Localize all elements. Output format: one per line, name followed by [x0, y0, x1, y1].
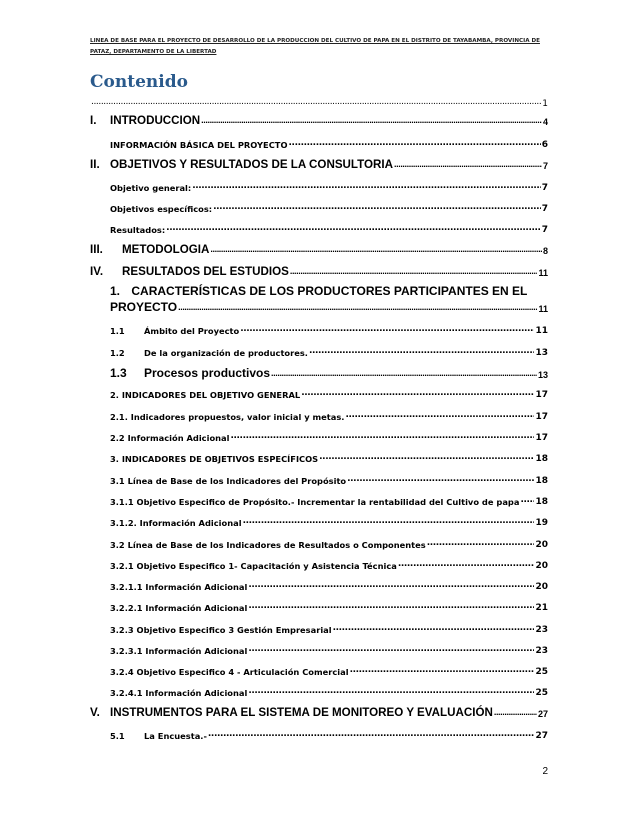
toc-entry-informacion-adicional-3-1-2[interactable]	[110, 517, 548, 528]
toc-entry-page: 19	[535, 518, 548, 528]
toc-entry-page: 4	[542, 117, 548, 127]
toc-entry-number: V.	[90, 706, 100, 719]
toc-entry-page: 11	[538, 304, 548, 314]
toc-entry-label: INFORMACIÓN BÁSICA DEL PROYECTO	[110, 140, 288, 150]
toc-entry-label: 2.1. Indicadores propuestos, valor inicial y metas.	[110, 412, 345, 422]
toc-entry-label: Objetivo general:	[110, 183, 192, 193]
toc-entry-label: 3.2.1 Objetivo Especifico 1- Capacitación y Asistencia Técnica	[110, 561, 397, 571]
toc-leader-dots	[248, 687, 534, 696]
toc-entry-number: 1.	[110, 284, 121, 298]
toc-leader-dots	[231, 432, 535, 441]
toc-entry-number: 1.2	[110, 348, 125, 358]
toc-entry-caracteristicas-line2[interactable]	[110, 300, 548, 314]
toc-entry-label: 3.2.3.1 Información Adicional	[110, 646, 248, 656]
toc-entry-linea-base-resultados[interactable]	[110, 539, 548, 550]
toc-entry-page: 20	[535, 582, 548, 592]
toc-leader-dots	[309, 347, 535, 356]
toc-leader-dots	[301, 389, 534, 398]
toc-leader-dots	[208, 730, 535, 739]
toc-entry-introduccion[interactable]	[90, 114, 548, 127]
toc-entry-page: 21	[535, 603, 548, 613]
toc-leader-dots	[398, 560, 535, 569]
toc-entry-page: 18	[535, 497, 548, 507]
toc-leader-dots	[319, 453, 534, 462]
toc-leader-dots	[210, 245, 542, 254]
toc-leader-dots	[248, 645, 534, 654]
toc-entry-page: 7	[541, 225, 548, 235]
toc-entry-label: 3.2.2.1 Información Adicional	[110, 603, 248, 613]
toc-leader-dots	[213, 203, 541, 212]
toc-entry-label: De la organización de productores.	[144, 348, 308, 358]
running-header: LINEA DE BASE PARA EL PROYECTO DE DESARROLLO DE LA PRODUCCION DEL CULTIVO DE PAPA EN EL DISTRITO DE TAYABAMBA, PROVINCIA DE PATAZ, DEPARTAMENTO DE LA LIBERTAD	[90, 38, 540, 55]
toc-entry-label: La Encuesta.-	[144, 731, 207, 741]
toc-entry-label: OBJETIVOS Y RESULTADOS DE LA CONSULTORIA	[110, 158, 394, 171]
toc-entry-page: 13	[535, 348, 548, 358]
toc-entry-page: 11	[535, 326, 548, 336]
toc-entry-label: 2.2 Información Adicional	[110, 433, 230, 443]
toc-entry-page: 17	[535, 390, 548, 400]
toc-entry-label: 3. INDICADORES DE OBJETIVOS ESPECÍFICOS	[110, 454, 319, 464]
toc-leader-dots	[350, 666, 535, 675]
toc-entry-page: 23	[535, 625, 548, 635]
toc-entry-label: 3.2.1.1 Información Adicional	[110, 582, 248, 592]
toc-leader-dots	[289, 139, 541, 148]
toc-entry-objetivo-4[interactable]	[110, 666, 548, 677]
toc-entry-resultados-estudios[interactable]	[90, 265, 548, 278]
toc-entry-page: 27	[537, 709, 548, 719]
toc-entry-page: 7	[542, 161, 548, 171]
toc-entry-organizacion[interactable]	[110, 347, 548, 358]
toc-entry-label: Ámbito del Proyecto	[144, 326, 240, 336]
toc-title: Contenido	[90, 72, 188, 92]
toc-entry-informacion-adicional-2-2[interactable]	[110, 432, 548, 443]
toc-leader-dots	[91, 98, 541, 107]
toc-entry-number: IV.	[90, 265, 104, 278]
toc-entry-objetivo-3[interactable]	[110, 624, 548, 635]
toc-entry-resultados[interactable]	[110, 224, 548, 235]
toc-entry-informacion-adicional-3-2-2-1[interactable]	[110, 602, 548, 613]
toc-leader-dots	[427, 539, 535, 548]
toc-entry-number: 1.3	[110, 366, 127, 380]
toc-entry-label: 3.1.2. Información Adicional	[110, 518, 242, 528]
toc-entry-page: 18	[535, 476, 548, 486]
toc-leader-dots	[192, 182, 541, 191]
toc-entry-label: Procesos productivos	[144, 366, 271, 380]
toc-entry-metodologia[interactable]	[90, 243, 548, 256]
toc-entry-page: 23	[535, 646, 548, 656]
toc-leader-dots	[520, 496, 534, 505]
toc-entry-informacion-adicional-3-2-3-1[interactable]	[110, 645, 548, 656]
toc-leader-dots	[201, 116, 542, 125]
toc-leader-dots	[494, 708, 537, 717]
toc-leader-dots	[178, 303, 537, 312]
toc-entry-page: 18	[535, 454, 548, 464]
toc-entry-number: II.	[90, 158, 100, 171]
toc-entry-page: 13	[537, 370, 548, 380]
toc-leader-dots	[243, 517, 535, 526]
toc-entry-label: CARACTERÍSTICAS DE LOS PRODUCTORES PARTICIPANTES EN EL	[131, 284, 528, 298]
toc-entry-page: 7	[541, 183, 548, 193]
toc-entry-page: 20	[535, 561, 548, 571]
toc-entry-ambito[interactable]	[110, 325, 548, 336]
toc-entry-page: 8	[542, 246, 548, 256]
toc-entry-label: 3.2 Línea de Base de los Indicadores de Resultados o Componentes	[110, 540, 426, 550]
toc-leader-dots	[345, 411, 534, 420]
page-number: 2	[542, 766, 548, 777]
toc-leader-dots	[271, 369, 537, 378]
toc-entry-label: 2. INDICADORES DEL OBJETIVO GENERAL	[110, 390, 301, 400]
toc-entry-instrumentos[interactable]	[90, 706, 548, 719]
toc-entry-number: III.	[90, 243, 103, 256]
toc-leader-dots	[248, 602, 534, 611]
toc-entry-label: Resultados:	[110, 225, 166, 235]
toc-entry-page: 27	[535, 731, 548, 741]
toc-entry-objetivo-general[interactable]	[110, 182, 548, 193]
toc-entry-number: 5.1	[110, 731, 125, 741]
toc-entry-label: 3.2.3 Objetivo Especifico 3 Gestión Empresarial	[110, 625, 332, 635]
toc-leader-dots	[166, 224, 541, 233]
toc-entry-blank[interactable]	[90, 98, 548, 109]
toc-entry-page: 7	[541, 204, 548, 214]
toc-entry-informacion-adicional-3-2-4-1[interactable]	[110, 687, 548, 698]
toc-entry-label: INTRODUCCION	[110, 114, 201, 127]
toc-entry-objetivo-1[interactable]	[110, 560, 548, 571]
toc-entry-label: Objetivos específicos:	[110, 204, 213, 214]
toc-entry-page: 17	[535, 412, 548, 422]
toc-entry-page: 1	[542, 99, 548, 109]
toc-entry-label: 3.1 Línea de Base de los Indicadores del Propósito	[110, 476, 347, 486]
toc-entry-page: 11	[538, 268, 548, 278]
toc-leader-dots	[347, 475, 534, 484]
toc-leader-dots	[290, 267, 538, 276]
toc-entry-objetivos-especificos[interactable]	[110, 203, 548, 214]
toc-entry-label: 3.2.4 Objetivo Especifico 4 - Articulación Comercial	[110, 667, 349, 677]
toc-entry-indicadores-propuestos[interactable]	[110, 411, 548, 422]
toc-entry-caracteristicas-line1[interactable]	[110, 284, 527, 298]
toc-entry-page: 25	[535, 667, 548, 677]
toc-entry-page: 25	[535, 688, 548, 698]
toc-leader-dots	[248, 581, 534, 590]
toc-entry-label: 3.1.1 Objetivo Especifico de Propósito.- Incrementar la rentabilidad del Cultivo de papa	[110, 497, 520, 507]
toc-entry-indicadores-especificos[interactable]	[110, 453, 548, 464]
toc-entry-page: 20	[535, 540, 548, 550]
toc-entry-procesos[interactable]	[110, 366, 548, 380]
toc-entry-informacion-adicional-3-2-1-1[interactable]	[110, 581, 548, 592]
toc-leader-dots	[240, 325, 534, 334]
toc-leader-dots	[394, 160, 542, 169]
toc-entry-label: METODOLOGIA	[122, 243, 210, 256]
toc-entry-page: 17	[535, 433, 548, 443]
toc-entry-objetivo-proposito[interactable]	[110, 496, 548, 507]
toc-entry-label: 3.2.4.1 Información Adicional	[110, 688, 248, 698]
toc-entry-informacion-basica[interactable]	[110, 139, 548, 150]
toc-entry-encuesta[interactable]	[110, 730, 548, 741]
toc-entry-indicadores-general[interactable]	[110, 389, 548, 400]
toc-entry-linea-base-proposito[interactable]	[110, 475, 548, 486]
toc-entry-label: RESULTADOS DEL ESTUDIOS	[122, 265, 289, 278]
toc-leader-dots	[333, 624, 535, 633]
toc-entry-label-continuation: PROYECTO	[110, 300, 178, 314]
toc-entry-number: 1.1	[110, 326, 125, 336]
toc-entry-number: I.	[90, 114, 97, 127]
toc-entry-objetivos-resultados[interactable]	[90, 158, 548, 171]
toc-entry-page: 6	[541, 140, 548, 150]
toc-entry-label: INSTRUMENTOS PARA EL SISTEMA DE MONITOREO Y EVALUACIÓN	[110, 706, 493, 719]
